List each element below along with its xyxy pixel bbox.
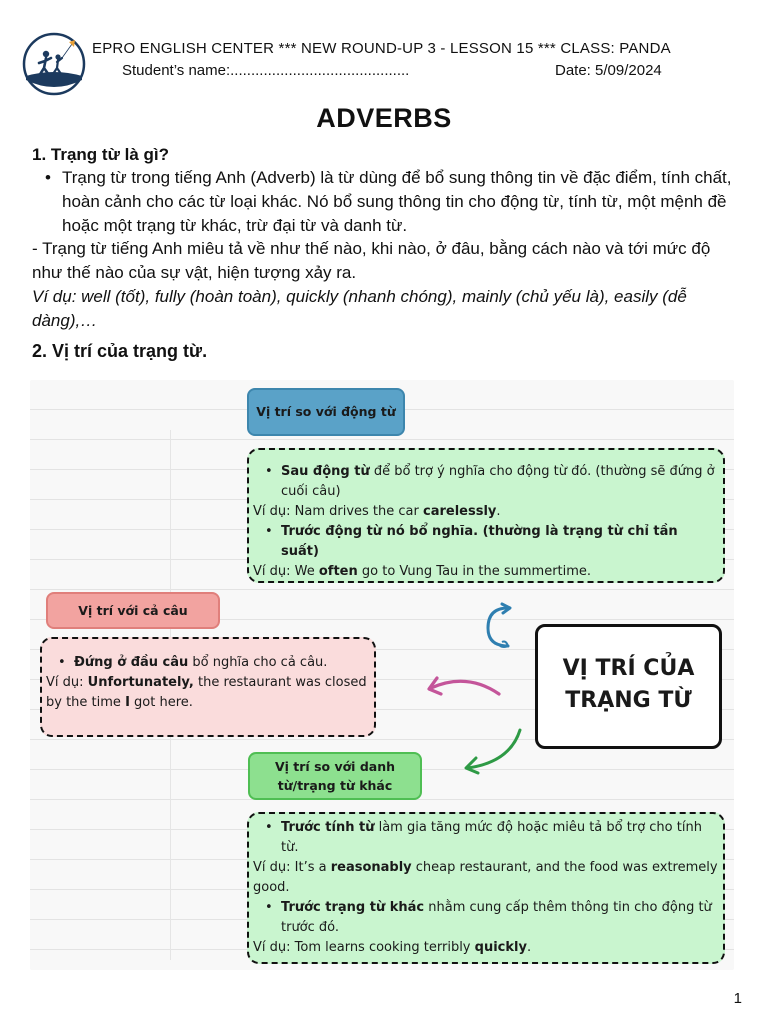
sentence-rule-1: • Đứng ở đầu câu bổ nghĩa cho cả câu. xyxy=(46,653,370,673)
adjective-rule: • Trước tính từ làm gia tăng mức độ hoặc miêu tả bổ trợ cho tính từ. xyxy=(253,818,719,858)
verb-position-box xyxy=(247,448,725,583)
adverb-position-diagram xyxy=(30,380,734,970)
adjective-example: Ví dụ: It’s a reasonably cheap restaurant, and the food was extremely good. xyxy=(253,860,718,895)
center-title-line-1: VỊ TRÍ CỦA xyxy=(562,656,695,681)
bullet-dot: • xyxy=(45,168,51,187)
verb-rule-2: • Trước động từ nó bổ nghĩa. (thường là trạng từ chỉ tần suất) xyxy=(253,522,719,562)
section-1-example: Ví dụ: well (tốt), fully (hoàn toàn), quickly (nhanh chóng), mainly (chủ yếu là), easily (dễ dàng),… xyxy=(32,287,687,330)
adverb-example: Ví dụ: Tom learns cooking terribly quickly. xyxy=(253,940,532,955)
verb-rule-1: • Sau động từ để bổ trợ ý nghĩa cho động từ đó. (thường sẽ đứng ở cuối câu) xyxy=(253,462,719,502)
section-1-dash-text: - Trạng từ tiếng Anh miêu tả về như thế nào, khi nào, ở đâu, bằng cách nào và tới mức độ như thế nào của sự vật, hiện tượng xảy ra. xyxy=(32,239,711,282)
noun-adverb-position-label: Vị trí so với danh từ/trạng từ khác xyxy=(248,752,422,800)
page-number: 1 xyxy=(733,990,742,1007)
page-title: ADVERBS xyxy=(316,103,452,133)
verb-example-2: Ví dụ: We often go to Vung Tau in the summertime. xyxy=(253,564,592,579)
section-2-heading: 2. Vị trí của trạng từ. xyxy=(32,341,208,361)
section-1-heading: 1. Trạng từ là gì? xyxy=(32,145,169,164)
header-course-info: EPRO ENGLISH CENTER *** NEW ROUND-UP 3 - LESSON 15 *** CLASS: PANDA xyxy=(92,40,671,57)
adverb-rule: • Trước trạng từ khác nhằm cung cấp thêm thông tin cho động từ trước đó. xyxy=(253,898,719,938)
sentence-position-box xyxy=(40,637,376,737)
bullet-text: Trạng từ trong tiếng Anh (Adverb) là từ dùng để bổ sung thông tin về đặc điểm, tính chất, hoàn cảnh cho các từ loại khác. Nó bổ sung thông tin cho động từ, tính từ, một mệnh đề hoặc một trạng từ khác, trừ đại từ và danh từ. xyxy=(62,168,732,235)
center-topic-box xyxy=(535,624,722,749)
sentence-example: Ví dụ: Unfortunately, the restaurant was closed by the time I got here. xyxy=(46,675,367,710)
curved-arrow-icon xyxy=(478,602,518,652)
student-name-field: Student’s name:........................................... xyxy=(122,62,410,79)
date-label: Date: 5/09/2024 xyxy=(555,62,662,79)
verb-example-1: Ví dụ: Nam drives the car carelessly. xyxy=(253,504,501,519)
sentence-position-label: Vị trí với cả câu xyxy=(46,592,220,629)
curved-arrow-icon xyxy=(423,672,503,706)
section-1-bullet xyxy=(32,166,744,238)
center-title-line-2: TRẠNG TỪ xyxy=(565,688,692,713)
noun-adverb-position-box xyxy=(247,812,725,964)
school-logo-icon xyxy=(22,32,86,96)
verb-position-label: Vị trí so với động từ xyxy=(247,388,405,436)
curved-arrow-icon xyxy=(460,726,526,776)
